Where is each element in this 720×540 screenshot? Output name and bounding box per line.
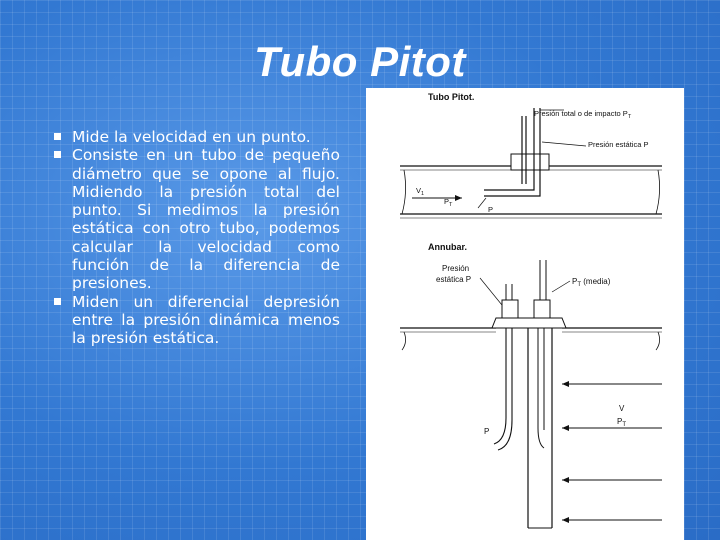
label-pt-2: $P_T$ <box>617 417 627 428</box>
annubar-leaders <box>480 278 570 310</box>
pitot-tubes <box>484 108 549 196</box>
label-p: P <box>488 205 494 214</box>
annubar-heading: Annubar. <box>428 242 468 252</box>
label-p-2: P <box>484 427 490 436</box>
pitot-heading: Tubo Pitot. <box>428 92 475 102</box>
annubar-pipe-wall <box>400 328 662 350</box>
slide-title: Tubo Pitot <box>254 38 466 85</box>
label-estatica: estática P <box>436 275 472 284</box>
bullet-text: Consiste en un tubo de pequeño diámetro que se opone al flujo. Midiendo la presión total del punto. Si medimos la presión estática con otro tubo, podemos calcular la velocidad como función de la diferencia de presiones. <box>72 146 340 293</box>
bullet-item <box>50 146 340 292</box>
label-v1: $V_1$ <box>416 186 425 197</box>
label-v: V <box>619 404 625 413</box>
pitot-annubar-figure <box>366 88 684 540</box>
bullet-marker-icon <box>54 133 61 140</box>
bullet-list <box>50 128 340 348</box>
bullet-item <box>50 293 340 348</box>
bullet-marker-icon <box>54 151 61 158</box>
bullet-text: Mide la velocidad en un punto. <box>72 128 311 146</box>
label-pt: $P_T$ <box>444 197 453 208</box>
bullet-item <box>50 128 340 146</box>
bullet-text: Miden un diferencial depresión entre la presión dinámica menos la presión estática. <box>72 292 340 348</box>
annubar-fitting <box>492 260 566 328</box>
annubar-probe <box>494 328 552 528</box>
label-presion: Presión <box>442 264 470 273</box>
pitot-diagram <box>366 88 684 540</box>
label-total-pressure: Presión total o de impacto $P_T$ <box>534 109 632 120</box>
label-static-pressure: Presión estática P <box>588 140 649 149</box>
bullet-marker-icon <box>54 298 61 305</box>
pitot-leaders <box>412 110 586 208</box>
flow-arrows <box>562 384 662 520</box>
label-pt-media: $P_T$ (media) <box>572 277 611 288</box>
pitot-pipe <box>400 166 662 218</box>
